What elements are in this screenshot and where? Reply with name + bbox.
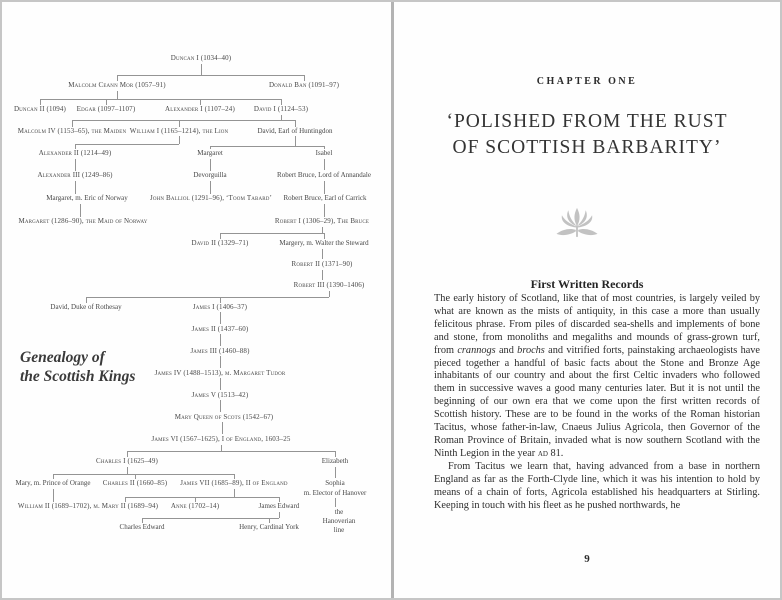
tree-node-margaret: Margaret — [197, 149, 223, 157]
tree-node-alexander-iii: Alexander III (1249–86) — [37, 171, 113, 179]
tree-node-margaret-eric: Margaret, m. Eric of Norway — [46, 194, 128, 202]
tree-node-charles-ii: Charles II (1660–85) — [102, 479, 168, 487]
body-paragraph-1 — [434, 293, 760, 461]
tree-connector — [195, 497, 196, 502]
tree-connector — [324, 204, 325, 217]
tree-connector — [220, 334, 221, 346]
tree-connector — [210, 159, 211, 171]
tree-connector — [117, 91, 118, 99]
tree-connector — [127, 451, 335, 452]
tree-connector — [127, 467, 128, 474]
tree-connector — [53, 489, 54, 502]
tree-connector — [117, 75, 118, 81]
tree-node-robert-iii: Robert III (1390–1406) — [293, 281, 365, 289]
tree-node-james-edward: James Edward — [258, 502, 300, 510]
tree-node-henry-cardinal-york: Henry, Cardinal York — [239, 523, 299, 531]
tree-connector — [269, 518, 270, 523]
tree-node-devorguilla: Devorguilla — [193, 171, 227, 179]
para1-italic-brochs: brochs — [517, 344, 545, 356]
tree-connector — [106, 99, 107, 105]
tree-node-charles-edward: Charles Edward — [119, 523, 165, 531]
tree-connector — [142, 518, 143, 523]
tree-node-alexander-ii: Alexander II (1214–49) — [38, 149, 112, 157]
tree-connector — [220, 356, 221, 368]
tree-connector — [279, 512, 280, 518]
tree-node-elizabeth: Elizabeth — [321, 457, 349, 465]
tree-connector — [179, 120, 180, 127]
thistle-ornament-icon — [555, 207, 599, 254]
tree-node-sophia-elector: m. Elector of Hanover — [303, 489, 367, 497]
tree-connector — [75, 144, 76, 149]
tree-connector — [127, 451, 128, 457]
tree-node-james-iii: James III (1460–88) — [190, 347, 250, 355]
tree-node-hanoverian-1: the — [334, 508, 344, 516]
tree-connector — [117, 75, 305, 76]
tree-node-mary-orange: Mary, m. Prince of Orange — [15, 479, 91, 487]
tree-connector — [142, 518, 279, 519]
body-text — [434, 293, 760, 512]
tree-node-william-i: William I (1165–1214), the Lion — [129, 127, 229, 135]
tree-node-malcolm-iv: Malcolm IV (1153–65), the Maiden — [17, 127, 127, 135]
tree-connector — [72, 120, 295, 121]
tree-connector — [281, 99, 282, 105]
tree-node-robert-i: Robert I (1306–29), The Bruce — [274, 217, 370, 225]
tree-node-mary-queen-of-scots: Mary Queen of Scots (1542–67) — [174, 413, 274, 421]
tree-node-malcolm-ceann-mor: Malcolm Ceann Mor (1057–91) — [68, 81, 166, 89]
tree-connector — [322, 249, 323, 259]
tree-node-james-v: James V (1513–42) — [191, 391, 249, 399]
tree-connector — [220, 378, 221, 390]
chapter-title — [394, 109, 780, 161]
tree-node-edgar: Edgar (1097–1107) — [76, 105, 136, 113]
tree-connector — [40, 99, 41, 105]
tree-connector — [75, 181, 76, 194]
tree-connector — [335, 498, 336, 507]
tree-connector — [210, 146, 324, 147]
left-page — [2, 2, 391, 598]
tree-node-hanoverian-2: Hanoverian — [322, 517, 356, 525]
tree-node-alexander-i: Alexander I (1107–24) — [165, 105, 235, 113]
tree-connector — [335, 467, 336, 478]
tree-connector — [53, 474, 234, 475]
tree-connector — [75, 144, 179, 145]
tree-connector — [304, 75, 305, 81]
tree-node-margaret-maid: Margaret (1286–90), the Maid of Norway — [18, 217, 148, 225]
tree-connector — [220, 233, 221, 239]
tree-connector — [53, 474, 54, 479]
tree-caption — [20, 348, 135, 386]
tree-node-isabel: Isabel — [315, 149, 333, 157]
tree-connector — [295, 136, 296, 146]
tree-node-margery: Margery, m. Walter the Steward — [279, 239, 369, 247]
tree-connector — [220, 233, 324, 234]
tree-connector — [324, 146, 325, 149]
tree-connector — [234, 489, 235, 497]
chapter-title-line1: ‘POLISHED FROM THE RUST — [446, 111, 728, 132]
para1-italic-crannogs: crannogs — [457, 344, 496, 356]
tree-connector — [179, 136, 180, 144]
tree-node-david-huntingdon: David, Earl of Huntingdon — [257, 127, 333, 135]
tree-connector — [80, 204, 81, 217]
tree-connector — [86, 297, 87, 303]
tree-caption-line2: the Scottish Kings — [20, 368, 136, 385]
tree-connector — [324, 181, 325, 194]
tree-connector — [220, 297, 221, 303]
tree-node-duncan-ii: Duncan II (1094) — [13, 105, 67, 113]
tree-connector — [75, 159, 76, 171]
tree-connector — [234, 474, 235, 479]
tree-connector — [329, 291, 330, 297]
tree-node-james-i: James I (1406–37) — [192, 303, 248, 311]
tree-connector — [324, 233, 325, 239]
tree-node-hanoverian-3: line — [333, 526, 345, 534]
tree-connector — [200, 99, 201, 105]
tree-node-sophia: Sophia — [325, 479, 345, 487]
tree-node-duncan-i: Duncan I (1034–40) — [170, 54, 232, 62]
tree-connector — [210, 181, 211, 194]
tree-connector — [222, 422, 223, 434]
para1-text: and — [495, 344, 518, 356]
tree-node-charles-i: Charles I (1625–49) — [96, 457, 158, 465]
tree-node-james-iv: James IV (1488–1513), m. Margaret Tudor — [154, 369, 286, 377]
page-number: 9 — [584, 553, 590, 565]
tree-node-anne: Anne (1702–14) — [170, 502, 220, 510]
tree-node-robert-ii: Robert II (1371–90) — [291, 260, 353, 268]
tree-node-donald-ban: Donald Ban (1091–97) — [268, 81, 340, 89]
tree-node-david-ii: David II (1329–71) — [191, 239, 249, 247]
tree-connector — [322, 270, 323, 280]
tree-connector — [220, 400, 221, 412]
right-page — [394, 2, 780, 598]
chapter-title-line2: OF SCOTTISH BARBARITY’ — [452, 137, 722, 158]
tree-caption-line1: Genealogy of — [20, 349, 105, 366]
tree-connector — [335, 451, 336, 457]
tree-connector — [220, 312, 221, 324]
tree-node-david-i: David I (1124–53) — [253, 105, 309, 113]
tree-node-john-balliol: John Balliol (1291–96), ‘Toom Tabard’ — [150, 194, 272, 202]
tree-connector — [295, 120, 296, 127]
tree-connector — [86, 297, 329, 298]
tree-connector — [72, 120, 73, 127]
tree-node-james-vii: James VII (1685–89), II of England — [180, 479, 288, 487]
section-heading: First Written Records — [530, 277, 644, 291]
tree-node-james-ii: James II (1437–60) — [191, 325, 249, 333]
tree-node-bruce-annandale: Robert Bruce, Lord of Annandale — [277, 171, 371, 179]
tree-node-bruce-carrick: Robert Bruce, Earl of Carrick — [283, 194, 367, 202]
tree-connector — [125, 497, 279, 498]
para1-text: The early history of Scotland, like that of most countries, is largely veiled by what are known as the mists of antiquity, in this case a more than usually felicitous phrase. From piles of discarded sea-shells and implements of bone and stone, from monoliths and megaliths and mounds of grass-grown turf, from — [434, 293, 760, 356]
tree-node-david-rothesay: David, Duke of Rothesay — [50, 303, 122, 311]
tree-connector — [210, 146, 211, 149]
para1-smallcaps-ad: ad — [537, 447, 548, 459]
tree-node-william-ii: William II (1689–1702), m. Mary II (1689–94) — [17, 502, 159, 510]
chapter-label: CHAPTER ONE — [536, 76, 638, 87]
tree-node-james-vi: James VI (1567–1625), I of England, 1603–25 — [151, 435, 291, 443]
tree-connector — [279, 497, 280, 502]
tree-connector — [201, 64, 202, 75]
tree-connector — [40, 99, 281, 100]
tree-connector — [135, 474, 136, 479]
tree-connector — [324, 159, 325, 170]
body-paragraph-2: From Tacitus we learn that, having advanced from a base in northern England as far as the Forth-Clyde line, which it was his intention to hold by means of a chain of forts, Agricola established his headquarters at Stirling. Keeping in touch with his fleet as he pushed northwards, he — [434, 460, 760, 511]
para1-text: 81. — [547, 447, 564, 459]
tree-connector — [125, 497, 126, 502]
para1-text: and vitrified forts, painstaking archaeologists have pieced together a handful of basic facts about the Stone and Bronze Age inhabitants of our country and about the first Celtic invaders who followed them in successive waves a good many centuries later. But it is not until the beginning of our own era that we come upon the first written records of Scottish history. These are to be found in the works of the Roman historian Tacitus, whose father-in-law, Cnaeus Julius Agricola, then Governor of the Roman Province of Britain, invaded what is now southern Scotland with the Ninth Legion in the year — [434, 344, 761, 459]
